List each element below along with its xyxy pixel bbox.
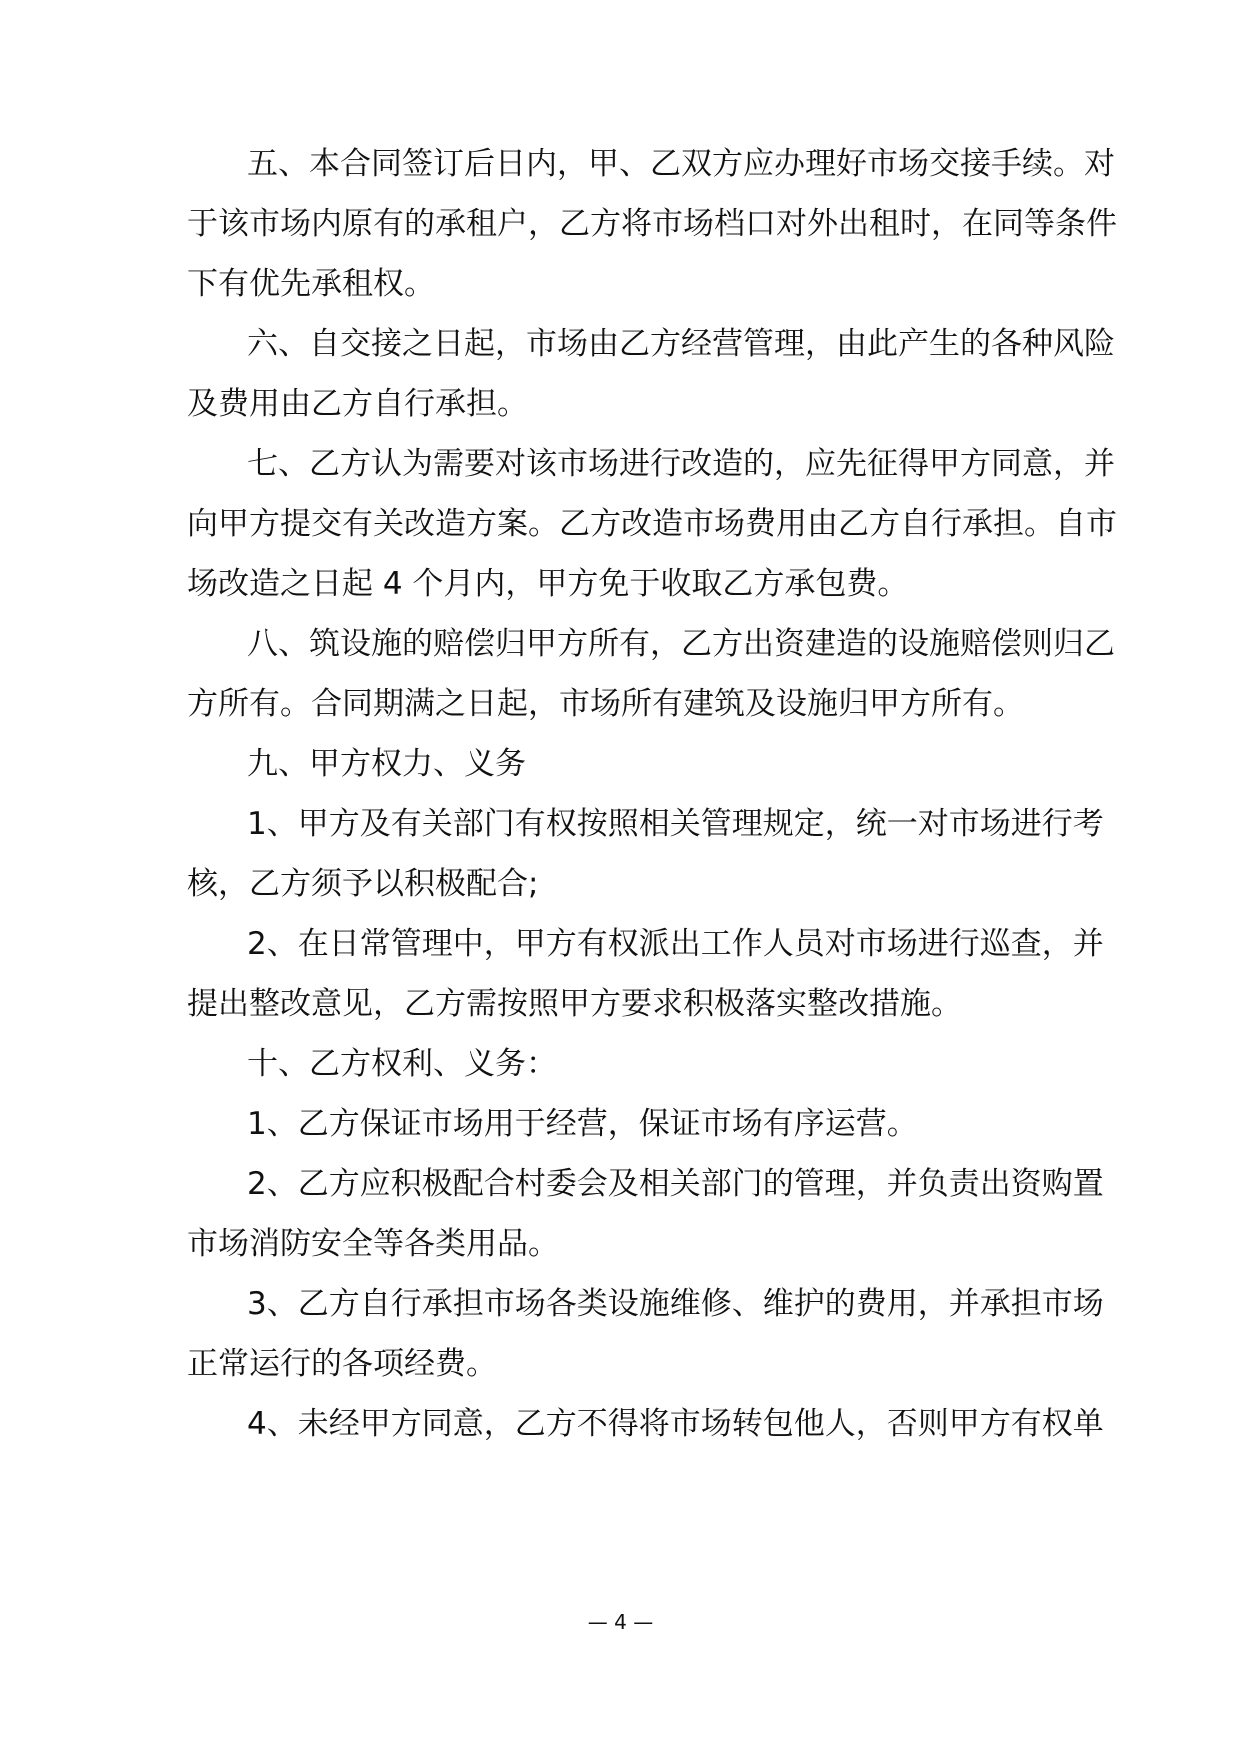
- text-line: 下有优先承租权。: [187, 266, 435, 302]
- text-line: 1、乙方保证市场用于经营，保证市场有序运营。: [247, 1106, 918, 1142]
- text-line: 于该市场内原有的承租户，乙方将市场档口对外出租时，在同等条件: [187, 206, 1117, 242]
- text-line: 七、乙方认为需要对该市场进行改造的，应先征得甲方同意，并: [247, 446, 1115, 482]
- page-number: — 4 —: [587, 1610, 654, 1634]
- text-line: 市场消防安全等各类用品。: [187, 1226, 559, 1262]
- text-line: 六、自交接之日起，市场由乙方经营管理，由此产生的各种风险: [247, 326, 1115, 362]
- text-line: 提出整改意见，乙方需按照甲方要求积极落实整改措施。: [187, 986, 962, 1022]
- text-line: 核，乙方须予以积极配合;: [187, 866, 539, 902]
- text-line: 2、乙方应积极配合村委会及相关部门的管理，并负责出资购置: [247, 1166, 1104, 1202]
- text-line: 八、筑设施的赔偿归甲方所有，乙方出资建造的设施赔偿则归乙: [247, 626, 1115, 662]
- text-line: 及费用由乙方自行承担。: [187, 386, 528, 422]
- text-line: 4、未经甲方同意，乙方不得将市场转包他人，否则甲方有权单: [247, 1406, 1104, 1442]
- text-line: 方所有。合同期满之日起，市场所有建筑及设施归甲方所有。: [187, 686, 1024, 722]
- text-line: 五、本合同签订后日内，甲、乙双方应办理好市场交接手续。对: [247, 146, 1115, 182]
- text-line: 场改造之日起 4 个月内，甲方免于收取乙方承包费。: [187, 566, 909, 602]
- text-line: 十、乙方权利、义务：: [247, 1046, 557, 1082]
- text-line: 3、乙方自行承担市场各类设施维修、维护的费用，并承担市场: [247, 1286, 1104, 1322]
- text-line: 2、在日常管理中，甲方有权派出工作人员对市场进行巡查，并: [247, 926, 1104, 962]
- text-line: 向甲方提交有关改造方案。乙方改造市场费用由乙方自行承担。自市: [187, 506, 1117, 542]
- text-line: 1、甲方及有关部门有权按照相关管理规定，统一对市场进行考: [247, 806, 1104, 842]
- text-line: 九、甲方权力、义务: [247, 746, 526, 782]
- text-line: 正常运行的各项经费。: [187, 1346, 497, 1382]
